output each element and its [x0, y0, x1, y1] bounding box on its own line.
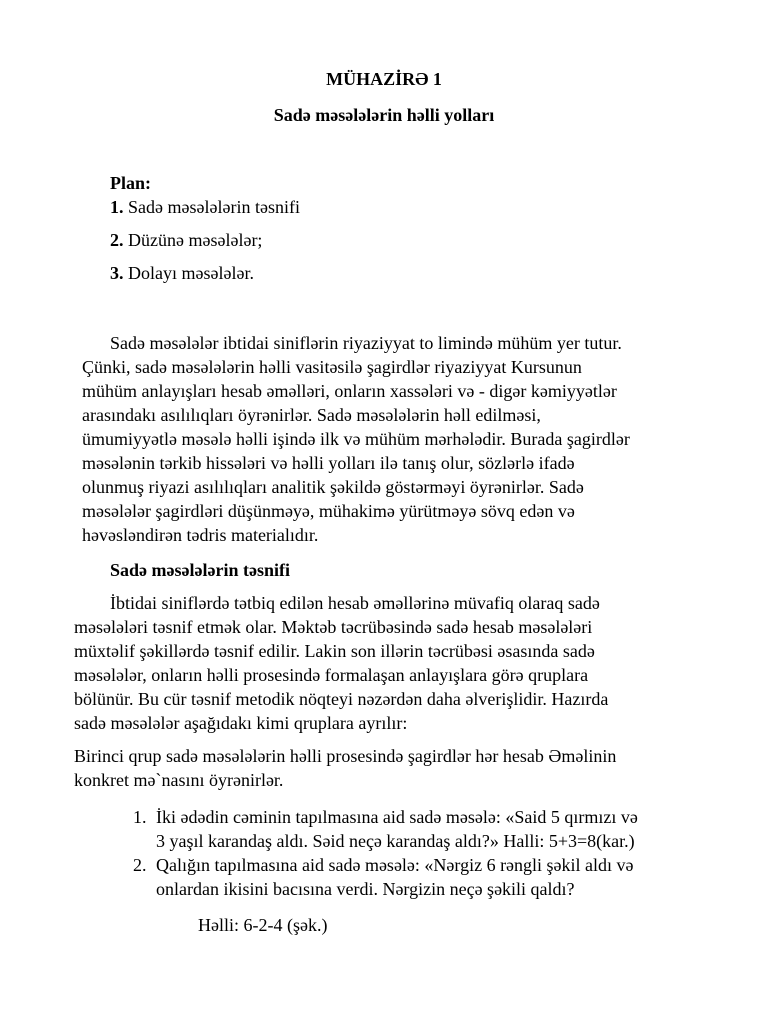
paragraph-line: ümumiyyətlə məsələ həlli işində ilk və mühüm mərhələdir. Burada şagirdlər [82, 429, 630, 449]
paragraph-line: konkret mə`nasını öyrənirlər. [74, 770, 284, 790]
paragraph-line: məsələlər, onların həlli prosesində formalaşan anlayışlara görə qruplara [74, 665, 589, 685]
list-item-number: 1. [133, 807, 147, 827]
list-item [156, 853, 634, 901]
paragraph-line: məsələnin tərkib hissələri və həlli yolları ilə tanış olur, sözlərlə ifadə [82, 453, 575, 473]
paragraph-line: Sadə məsələlər ibtidai siniflərin riyaziyyat to limində mühüm yer tutur. [110, 333, 622, 353]
plan-item [110, 195, 300, 219]
paragraph-line: müxtəlif şəkillərdə təsnif edilir. Lakin son illərin təcrübəsi əsasında sadə [74, 641, 595, 661]
paragraph-line: məsələləri təsnif etmək olar. Məktəb təcrübəsində sadə hesab məsələləri [74, 617, 593, 637]
paragraph-line: Birinci qrup sadə məsələlərin həlli prosesində şagirdlər hər hesab Əməlinin [74, 746, 617, 766]
plan-item-number: 3. [110, 263, 124, 283]
list-item-line: 3 yaşıl karandaş aldı. Səid neçə karandaş aldı?» Halli: 5+3=8(kar.) [156, 831, 635, 851]
paragraph-line: həvəsləndirən tədris materialıdır. [82, 525, 319, 545]
plan-item-text: Dolayı məsələlər. [123, 263, 254, 283]
plan-item-number: 2. [110, 230, 124, 250]
plan-item [110, 228, 262, 252]
list-item-line: İki ədədin cəminin tapılmasına aid sadə məsələ: «Said 5 qırmızı və [156, 807, 638, 827]
section-paragraph [74, 591, 608, 735]
plan-item-text: Düzünə məsələlər; [123, 230, 263, 250]
intro-paragraph [82, 331, 630, 547]
document-subtitle: Sadə məsələlərin həlli yolları [273, 105, 495, 125]
list-item-line: Qalığın tapılmasına aid sadə məsələ: «Nərgiz 6 rəngli şəkil aldı və [156, 855, 634, 875]
section-heading: Sadə məsələlərin təsnifi [110, 560, 290, 580]
paragraph-line: Çünki, sadə məsələlərin həlli vasitəsilə şagirdlər riyaziyyat Kursunun [82, 357, 582, 377]
paragraph-line: İbtidai siniflərdə tətbiq edilən hesab əməllərinə müvafiq olaraq sadə [110, 593, 600, 613]
plan-heading: Plan: [110, 173, 152, 193]
paragraph-line: məsələlər şagirdləri düşünməyə, mühakimə yürütməyə sövq edən və [82, 501, 575, 521]
list-item [156, 805, 638, 853]
paragraph-line: mühüm anlayışları hesab əməlləri, onların xassələri və - digər kəmiyyətlər [82, 381, 617, 401]
plan-item [110, 261, 254, 285]
paragraph-line: sadə məsələlər aşağıdakı kimi qruplara ayrılır: [74, 713, 408, 733]
solution-line: Həlli: 6-2-4 (şək.) [198, 915, 328, 935]
lecture-title: MÜHAZİRƏ 1 [326, 69, 442, 89]
paragraph-line: arasındakı asılılıqları öyrənirlər. Sadə məsələlərin həll edilməsi, [82, 405, 541, 425]
plan-item-text: Sadə məsələlərin təsnifi [123, 197, 300, 217]
list-item-number: 2. [133, 855, 147, 875]
paragraph-line: bölünür. Bu cür təsnif metodik nöqteyi nəzərdən daha əlverişlidir. Hazırda [74, 689, 609, 709]
plan-item-number: 1. [110, 197, 124, 217]
list-item-line: onlardan ikisini bacısına verdi. Nərgizin neçə şəkili qaldı? [156, 879, 575, 899]
paragraph-line: olunmuş riyazi asılılıqları analitik şəkildə göstərməyi öyrənirlər. Sadə [82, 477, 584, 497]
group-paragraph [74, 744, 616, 792]
